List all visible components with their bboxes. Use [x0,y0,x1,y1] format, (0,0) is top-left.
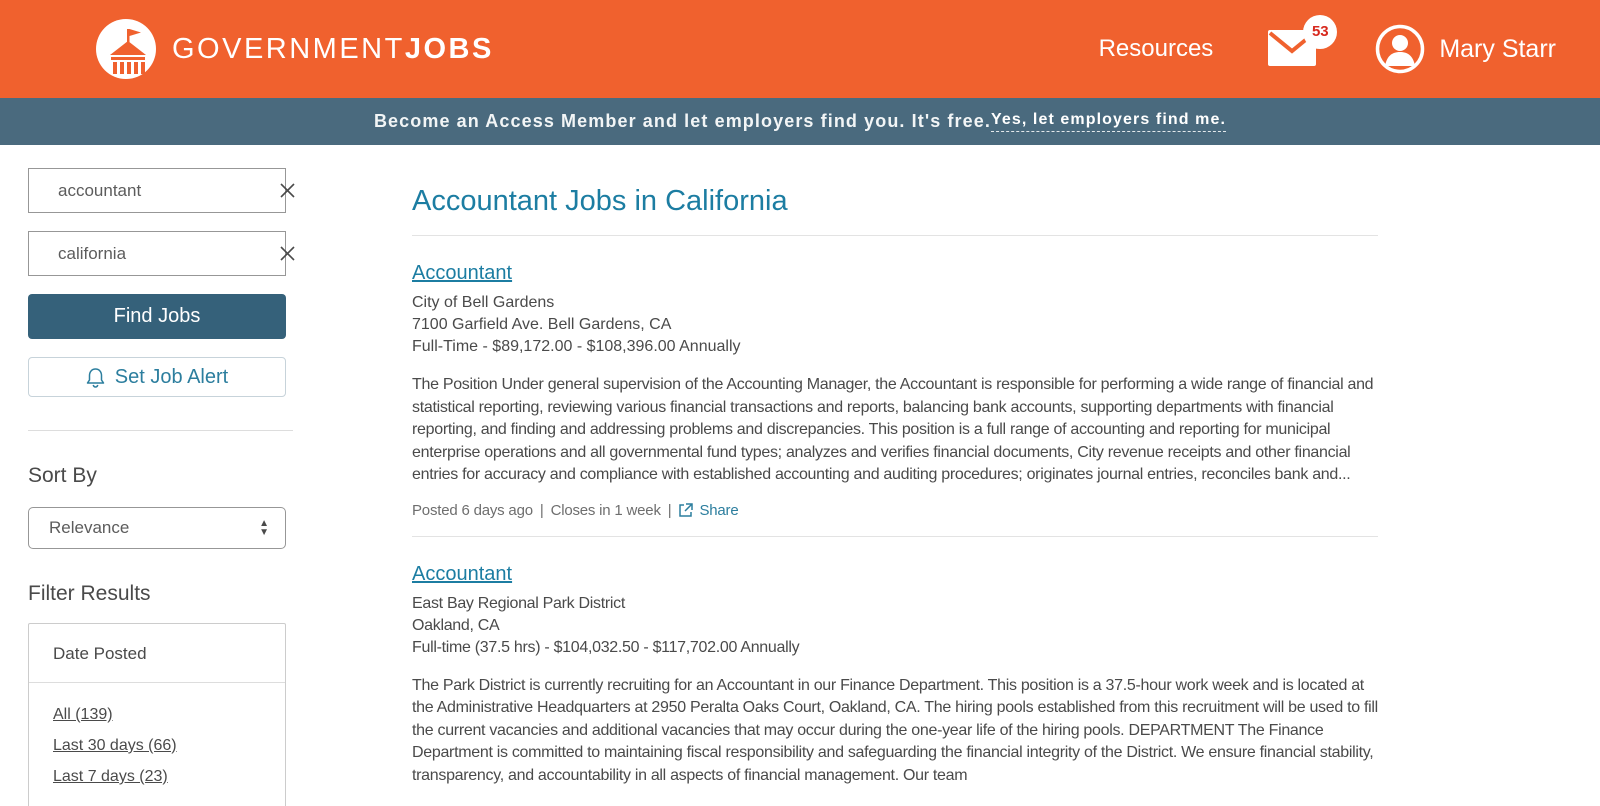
resources-link[interactable]: Resources [1098,35,1214,62]
select-spinner-icon: ▲ ▼ [259,517,269,538]
filter-link-all[interactable]: All (139) [53,706,113,723]
sidebar-divider [28,430,293,431]
governmentjobs-logo[interactable] [94,17,494,81]
messages-count-badge: 53 [1303,15,1337,49]
page-title: Accountant Jobs in California [412,185,788,217]
job-title-link[interactable]: Accountant [412,562,513,585]
filter-link-last-30-days[interactable]: Last 30 days (66) [53,737,177,754]
find-jobs-button[interactable]: Find Jobs [28,294,286,339]
clear-keyword-button[interactable] [279,182,296,199]
job-title-link[interactable]: Accountant [412,262,513,284]
filter-results-heading: Filter Results [28,582,151,605]
job-posted: Posted 6 days ago [412,501,533,519]
banner-text: Become an Access Member and let employers find you. It's free. [373,111,991,131]
search-sidebar [28,145,286,806]
brand-government: GOVERNMENT [172,32,405,65]
sort-by-heading: Sort By [28,464,97,487]
access-member-banner [0,98,1600,145]
set-job-alert-button[interactable] [28,357,286,397]
capitol-icon [94,17,158,81]
job-employer: East Bay Regional Park District [412,594,626,612]
location-search-box [28,231,286,276]
job-type-salary: Full-Time - $89,172.00 - $108,396.00 Annually [412,338,741,355]
job-listing [412,537,1378,788]
close-icon [279,245,296,262]
location-input[interactable] [58,244,279,264]
employers-find-me-link[interactable]: Yes, let employers find me. [991,111,1226,132]
sort-selected-value: Relevance [49,518,130,537]
keyword-search-box [28,168,286,213]
messages-button[interactable] [1267,23,1329,72]
clear-location-button[interactable] [279,245,296,262]
job-footer [412,502,1378,519]
brand-wordmark [172,33,494,66]
app-header [0,0,1600,98]
user-menu[interactable] [1375,24,1556,74]
job-location: Oakland, CA [412,616,500,634]
job-type-salary: Full-time (37.5 hrs) - $104,032.50 - $117,702.00 Annually [412,638,800,656]
set-job-alert-label: Set Job Alert [114,365,229,388]
job-closes: Closes in 1 week [550,501,661,519]
brand-jobs: JOBS [404,32,494,65]
job-listing [412,236,1378,537]
separator: | [667,501,672,519]
close-icon [279,182,296,199]
separator: | [539,501,544,519]
job-employer: City of Bell Gardens [412,294,555,311]
bell-icon [86,367,105,388]
date-posted-filter [28,623,286,806]
job-location: 7100 Garfield Ave. Bell Gardens, CA [412,316,672,333]
share-icon [678,502,694,518]
share-label: Share [699,501,739,519]
job-description: The Park District is currently recruiting for an Accountant in our Finance Department. This position is a 37.5-hour work week and is located at the Administrative Headquarters at 2950 Peralta Oaks Court, Oakland, CA. The hiring pools established from this recruitment will be used to fill the current vacancies and additional vacancies that may occur during the one-year life of the hiring pools. DEPARTMENT The Finance Department is committed to maintaining fiscal responsibility and safeguarding the financial integrity of the District. We ensure financial stability, transparency, and accountability in all aspects of financial management. Our team [412,676,1378,784]
date-posted-title: Date Posted [29,624,285,683]
keyword-input[interactable] [58,181,279,201]
share-button[interactable] [678,502,738,519]
results-panel [412,145,1378,806]
filter-link-last-7-days[interactable]: Last 7 days (23) [53,768,168,785]
sort-select[interactable] [28,507,286,549]
user-name: Mary Starr [1439,34,1556,63]
avatar-icon [1375,24,1425,74]
job-description: The Position Under general supervision of the Accounting Manager, the Accountant is responsible for performing a wide range of financial and statistical reporting, reviewing various financial transactions and reports, balancing bank accounts, supporting departments with financial reporting, and finding and addressing problems and discrepancies. This position is a full range of accounting and reporting for municipal enterprise operations and all governmental fund types; analyzes and verifies financial documents, City revenue receipts and other financial entries for accuracy and compliance with established accounting and auditing procedures; originates journal entries, reconciles bank and... [412,376,1374,483]
